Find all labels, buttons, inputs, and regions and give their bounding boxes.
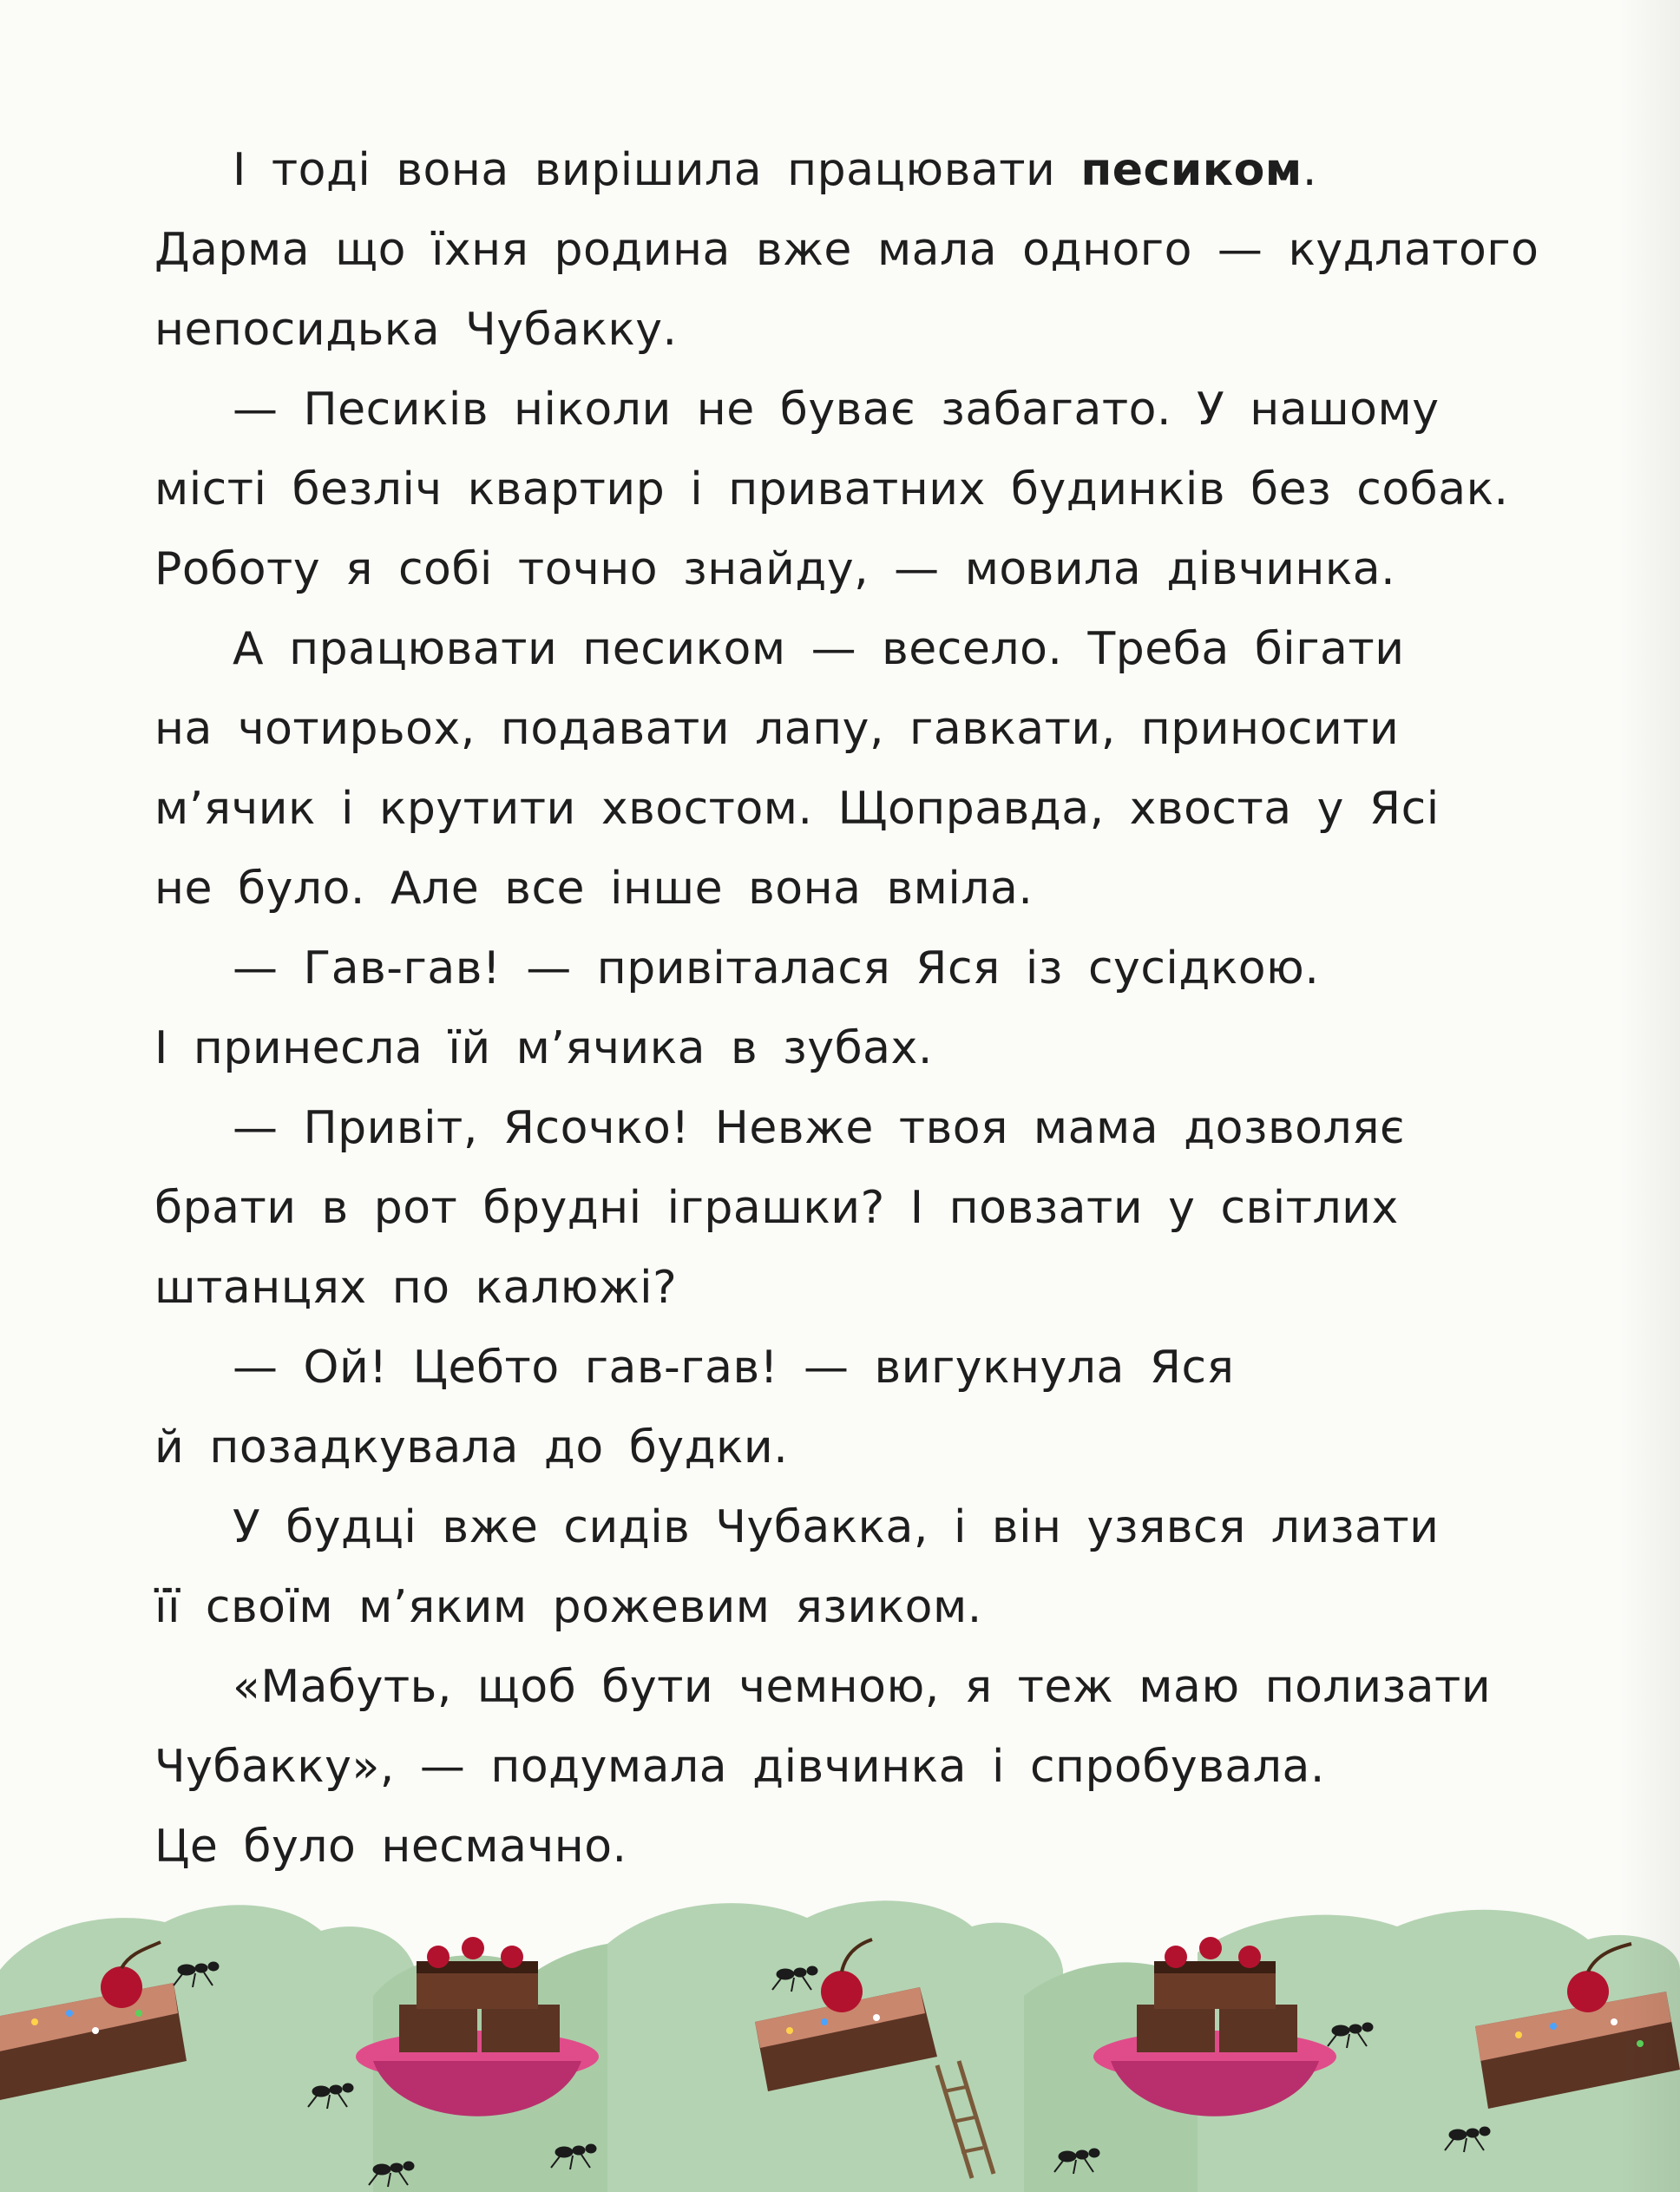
text-line: непосидька Чубакку. — [154, 304, 678, 356]
cakes-and-ants-illustration — [0, 1892, 1680, 2192]
text-line: Дарма що їхня родина вже мала одного — кудлатого — [154, 224, 1539, 276]
text-line: І тоді вона вирішила працювати песиком. — [233, 144, 1317, 196]
text-line: на чотирьох, подавати лапу, гавкати, приносити — [154, 703, 1400, 755]
text-line: — Привіт, Ясочко! Невже твоя мама дозволяє — [233, 1102, 1406, 1154]
text-line: штанцях по калюжі? — [154, 1262, 678, 1314]
text-line: Це було несмачно. — [154, 1821, 627, 1873]
text-line: Роботу я собі точно знайду, — мовила дівчинка. — [154, 543, 1396, 595]
story-text — [154, 130, 1595, 1887]
text-line: У будці вже сидів Чубакка, і він узявся лизати — [233, 1501, 1440, 1553]
text-line: І принесла їй м’ячика в зубах. — [154, 1022, 933, 1074]
page-spine-shadow — [1619, 0, 1680, 2192]
text-line: — Ой! Цебто гав-гав! — вигукнула Яся — [233, 1342, 1235, 1394]
text-line: її своїм м’яким рожевим язиком. — [154, 1581, 982, 1633]
text-line: місті безліч квартир і приватних будинків без собак. — [154, 463, 1509, 515]
text-line: А працювати песиком — весело. Треба бігати — [233, 623, 1405, 675]
text-line: й позадкувала до будки. — [154, 1421, 789, 1473]
text-line: Чубакку», — подумала дівчинка і спробувала. — [154, 1741, 1325, 1793]
text-line: не було. Але все інше вона вміла. — [154, 863, 1034, 915]
emphasis-word: песиком — [1080, 144, 1303, 196]
text-line: «Мабуть, щоб бути чемною, я теж маю полизати — [233, 1661, 1492, 1713]
text-line: брати в рот брудні іграшки? І повзати у світлих — [154, 1182, 1399, 1234]
text-line: — Гав-гав! — привіталася Яся із сусідкою. — [233, 942, 1320, 994]
text-line: м’ячик і крутити хвостом. Щоправда, хвоста у Ясі — [154, 783, 1440, 835]
text-line: — Песиків ніколи не буває забагато. У нашому — [233, 384, 1440, 436]
